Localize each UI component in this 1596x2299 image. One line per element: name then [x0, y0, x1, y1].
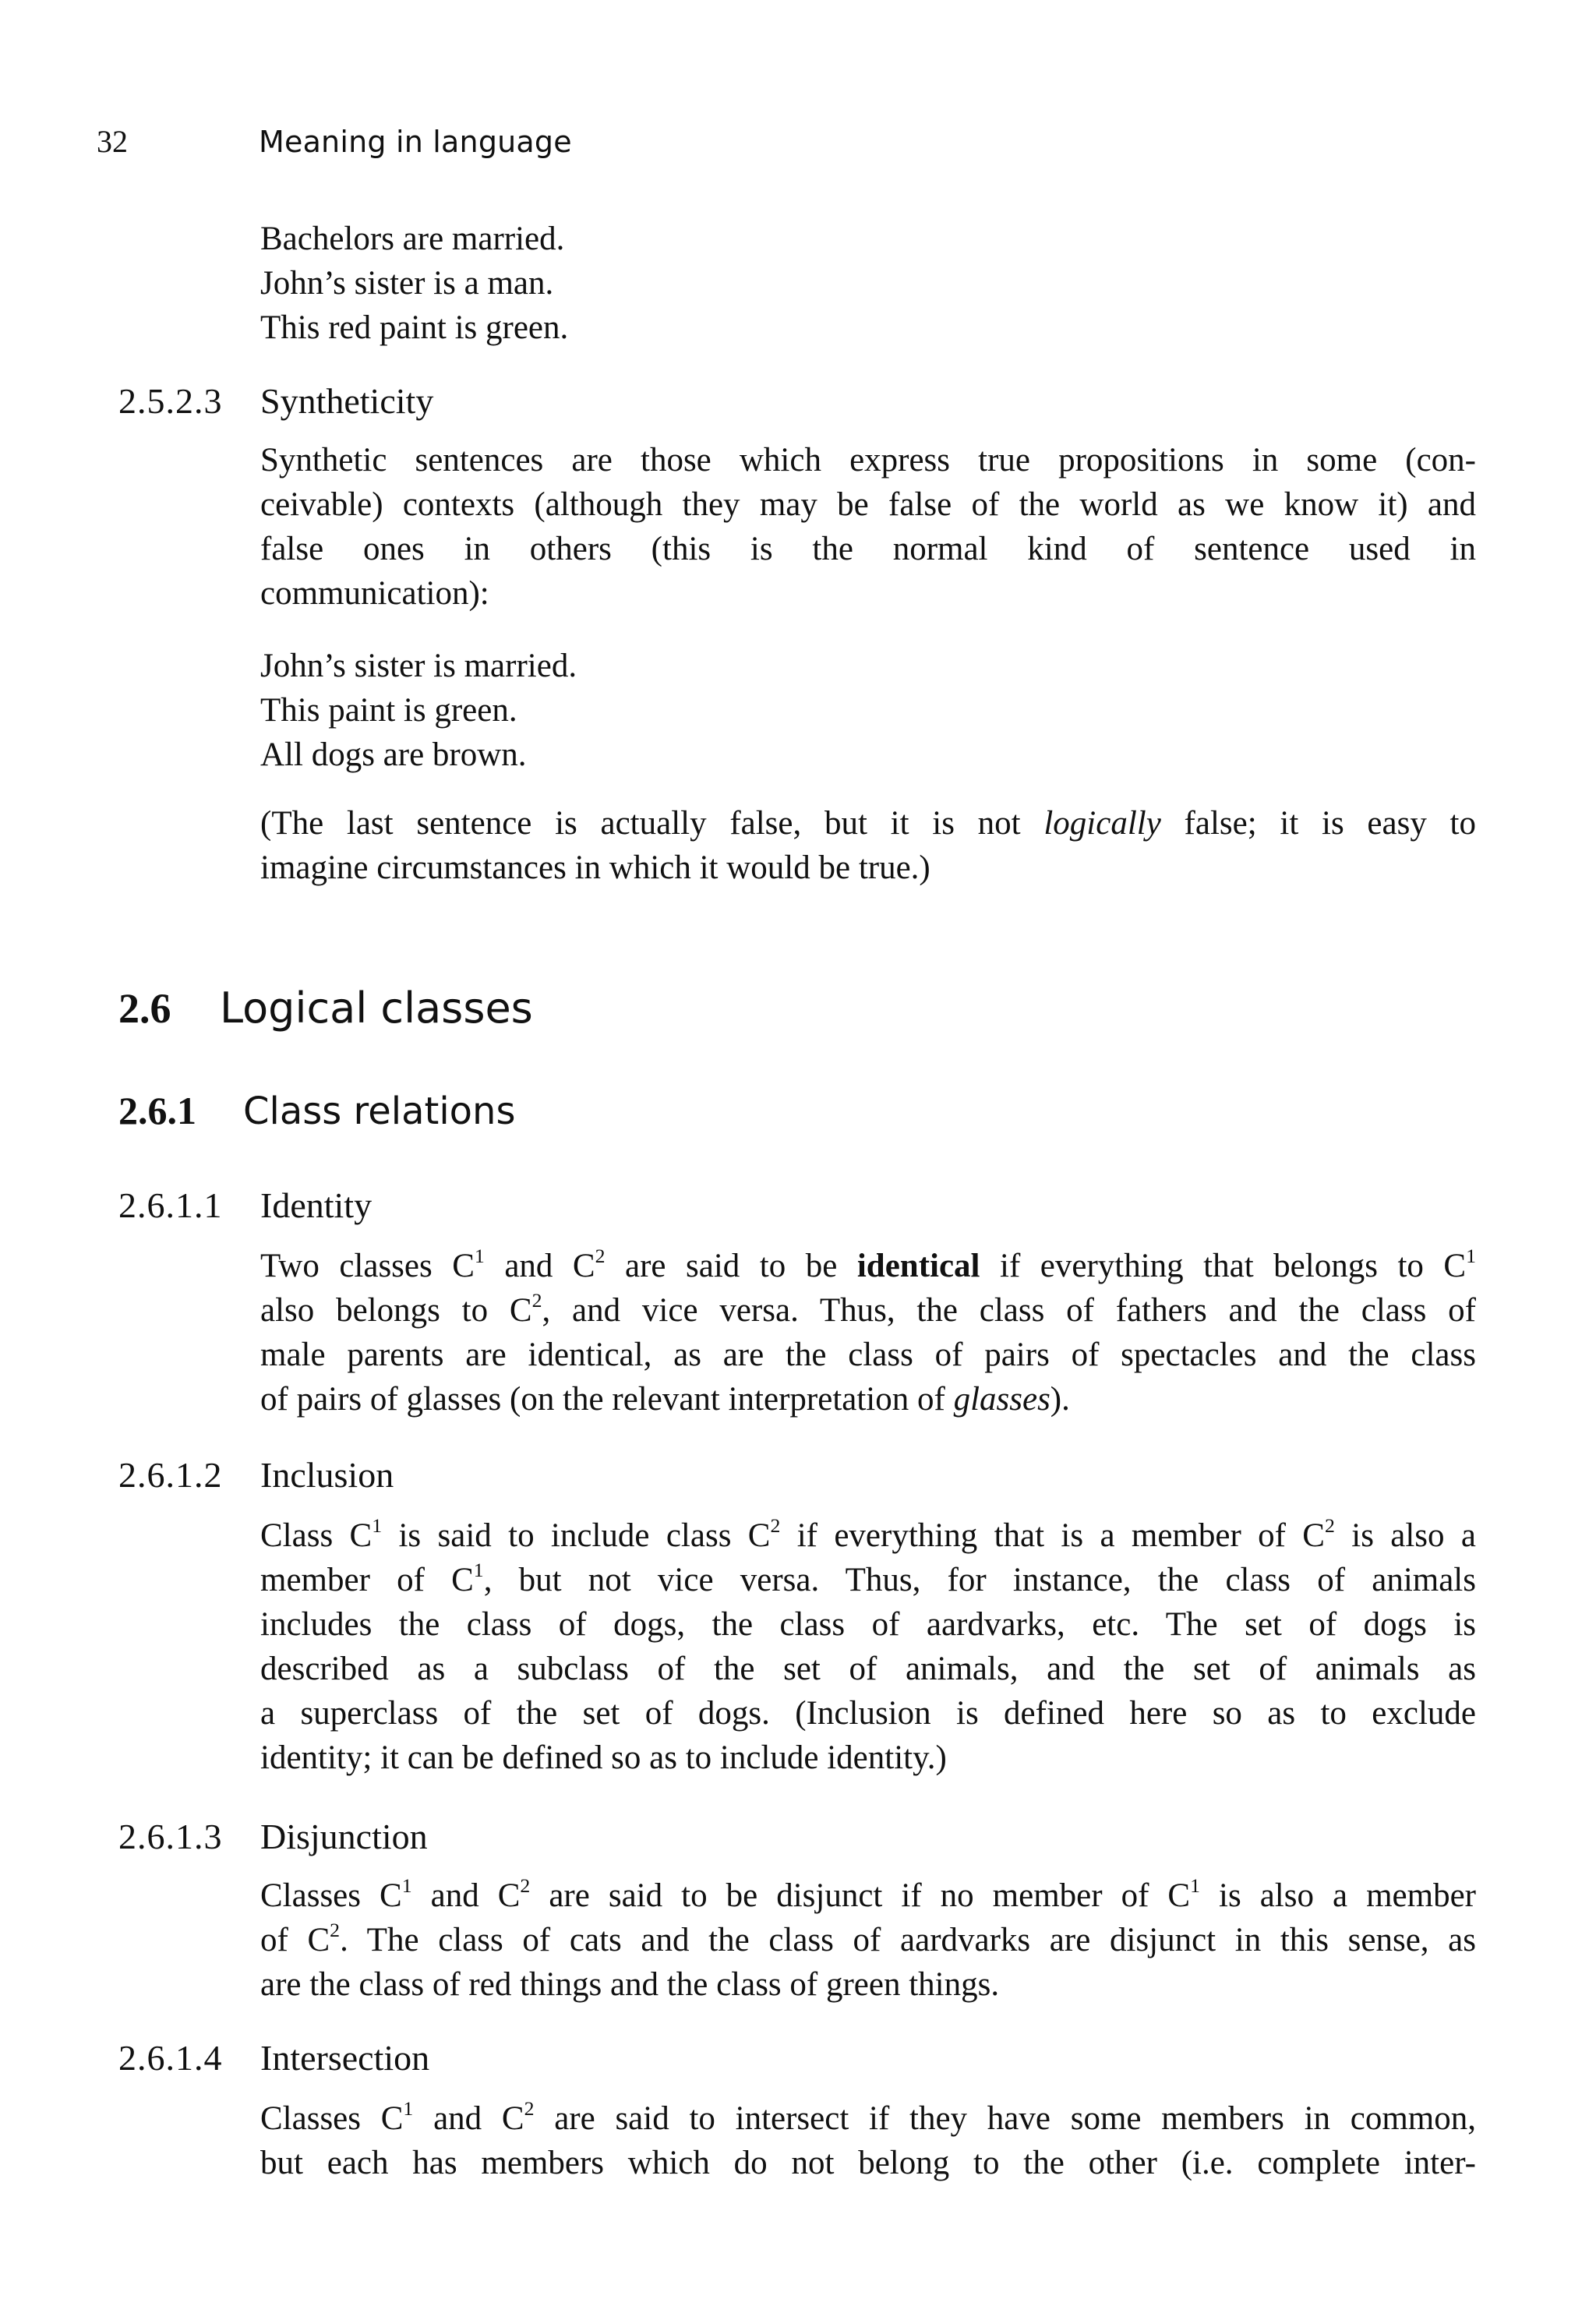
text-line: ceivable) contexts (although they may be false of the world as we know it) and — [260, 486, 1476, 523]
section-number: 2.5.2.3 — [118, 381, 223, 421]
section-number: 2.6.1.2 — [118, 1455, 223, 1495]
text-line: communication): — [260, 575, 489, 612]
text-line — [260, 1873, 1476, 1918]
text-run: false; it is easy to — [1160, 805, 1476, 842]
disjunction-paragraph — [260, 1873, 1476, 2007]
heading-inclusion — [118, 1454, 394, 1496]
text-run: if everything that is a member of C — [780, 1517, 1325, 1554]
intersection-paragraph — [260, 2096, 1476, 2185]
text-run: is also a member — [1200, 1877, 1476, 1914]
superscript: 2 — [524, 2096, 535, 2120]
example-line: John’s sister is married. — [260, 648, 577, 684]
example-line: All dogs are brown. — [260, 736, 527, 773]
text-line: are the class of red things and the class of green things. — [260, 1966, 1000, 2003]
superscript: 1 — [473, 1558, 484, 1581]
text-line: but each has members which do not belong to the other (i.e. complete inter- — [260, 2145, 1476, 2181]
text-line — [260, 1288, 1476, 1333]
text-run: Classes C — [260, 2100, 404, 2137]
text-line: a superclass of the set of dogs. (Inclusion is defined here so as to exclude — [260, 1695, 1476, 1732]
emphasis-logically: logically — [1043, 805, 1161, 842]
text-run: are said to intersect if they have some members in common, — [534, 2100, 1476, 2137]
superscript: 1 — [403, 2096, 414, 2120]
text-run: , and vice versa. Thus, the class of fathers and the class of — [542, 1292, 1476, 1329]
syntheticity-paragraph — [260, 438, 1476, 616]
text-line — [260, 1918, 1476, 1962]
text-line — [260, 1513, 1476, 1558]
superscript: 1 — [372, 1513, 383, 1537]
text-run: . The class of cats and the class of aardvarks are disjunct in this sense, as — [340, 1922, 1476, 1958]
text-run: member of C — [260, 1562, 474, 1598]
text-run: , but not vice versa. Thus, for instance, the class of animals — [483, 1562, 1476, 1598]
section-number: 2.6 — [118, 985, 171, 1032]
heading-syntheticity — [118, 380, 433, 422]
example-line: This paint is green. — [260, 692, 517, 729]
example-line: Bachelors are married. — [260, 221, 565, 257]
text-run: of pairs of glasses (on the relevant interpretation of — [260, 1381, 954, 1418]
text-line: false ones in others (this is the normal kind of sentence used in — [260, 531, 1476, 567]
inclusion-paragraph — [260, 1513, 1476, 1780]
section-number: 2.6.1.4 — [118, 2038, 223, 2078]
example-line: This red paint is green. — [260, 309, 569, 346]
text-run: Two classes C — [260, 1248, 475, 1284]
text-line: described as a subclass of the set of animals, and the set of animals as — [260, 1651, 1476, 1687]
section-title: Class relations — [243, 1089, 516, 1133]
text-run: is said to include class C — [382, 1517, 771, 1554]
section-title: Logical classes — [220, 984, 533, 1033]
text-run: are said to be — [605, 1248, 857, 1284]
emphasis-glasses: glasses — [953, 1381, 1050, 1418]
text-run: are said to be disjunct if no member of C — [530, 1877, 1191, 1914]
text-line: identity; it can be defined so as to include identity.) — [260, 1739, 947, 1776]
section-title: Syntheticity — [260, 381, 434, 421]
superscript: 2 — [520, 1873, 531, 1897]
superscript: 1 — [474, 1244, 485, 1267]
heading-disjunction — [118, 1816, 428, 1857]
superscript: 2 — [595, 1244, 606, 1267]
text-run: of C — [260, 1922, 330, 1958]
example-line: John’s sister is a man. — [260, 265, 554, 302]
text-run: also belongs to C — [260, 1292, 532, 1329]
synthetic-examples — [260, 644, 1476, 777]
superscript: 1 — [1190, 1873, 1200, 1897]
text-run: Classes C — [260, 1877, 402, 1914]
heading-logical-classes — [118, 984, 533, 1033]
text-run: is also a — [1334, 1517, 1476, 1554]
text-line: includes the class of dogs, the class of aardvarks, etc. The set of dogs is — [260, 1606, 1476, 1643]
text-run: and C — [484, 1248, 595, 1284]
heading-identity — [118, 1185, 372, 1226]
text-line: imagine circumstances in which it would be true.) — [260, 849, 930, 886]
text-run: ). — [1050, 1381, 1070, 1418]
text-run: and C — [413, 2100, 524, 2137]
superscript: 1 — [401, 1873, 412, 1897]
running-title: Meaning in language — [259, 125, 572, 159]
text-line — [260, 2096, 1476, 2141]
heading-intersection — [118, 2037, 429, 2078]
page-number: 32 — [97, 124, 128, 159]
text-line — [260, 801, 1476, 846]
contradiction-examples — [260, 217, 1476, 350]
text-run: Class C — [260, 1517, 373, 1554]
text-run: if everything that belongs to C — [980, 1248, 1467, 1284]
superscript: 2 — [531, 1288, 542, 1312]
section-title: Disjunction — [260, 1817, 428, 1856]
identity-paragraph — [260, 1244, 1476, 1421]
section-number: 2.6.1.3 — [118, 1817, 223, 1856]
heading-class-relations — [118, 1088, 515, 1133]
text-run: and C — [411, 1877, 521, 1914]
text-line — [260, 1377, 1476, 1421]
section-title: Identity — [260, 1185, 373, 1225]
running-head — [97, 123, 572, 160]
text-line — [260, 1244, 1476, 1288]
text-run: (The last sentence is actually false, but it is not — [260, 805, 1044, 842]
term-identical: identical — [856, 1248, 980, 1284]
text-line — [260, 1558, 1476, 1602]
section-title: Inclusion — [260, 1455, 394, 1495]
text-line: male parents are identical, as are the class of pairs of spectacles and the class — [260, 1337, 1476, 1373]
section-number: 2.6.1.1 — [118, 1185, 223, 1225]
superscript: 2 — [1324, 1513, 1335, 1537]
syntheticity-note — [260, 801, 1476, 890]
superscript: 2 — [330, 1918, 341, 1941]
superscript: 2 — [770, 1513, 781, 1537]
superscript: 1 — [1466, 1244, 1476, 1267]
section-title: Intersection — [260, 2038, 430, 2078]
text-line: Synthetic sentences are those which express true propositions in some (con- — [260, 442, 1476, 479]
section-number: 2.6.1 — [118, 1089, 196, 1132]
